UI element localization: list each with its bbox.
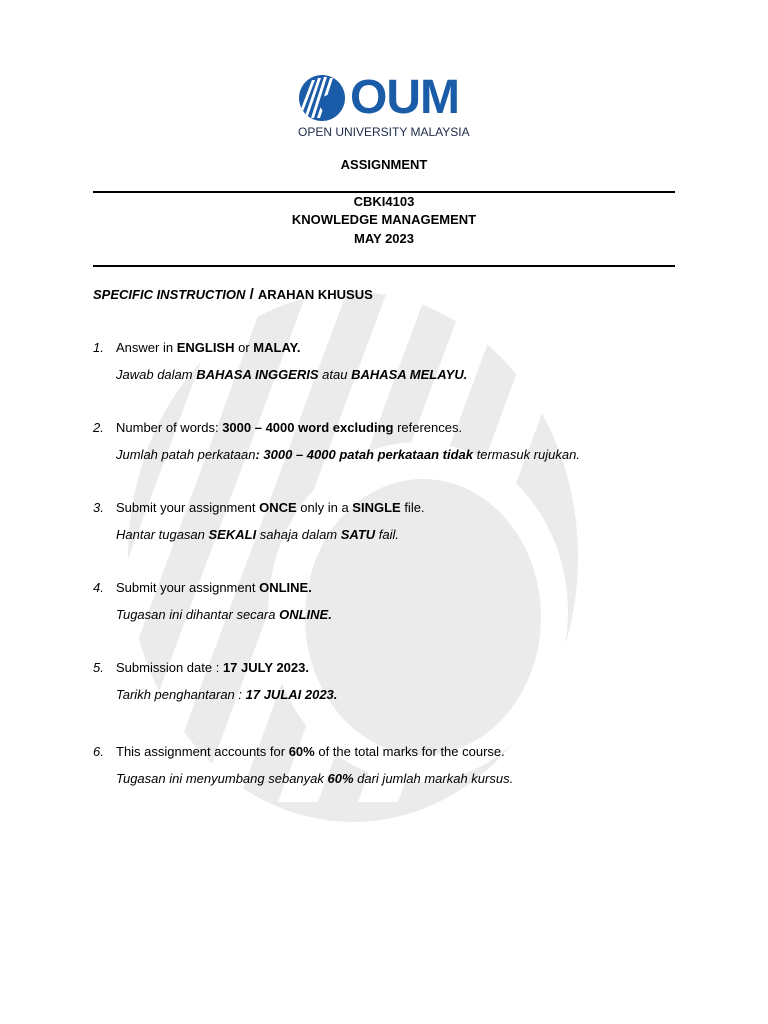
item-text-en: Number of words: 3000 – 4000 word excluding references. [116, 420, 463, 435]
document-title: ASSIGNMENT [340, 157, 428, 172]
university-name: OPEN UNIVERSITY MALAYSIA [298, 125, 470, 139]
top-divider [93, 191, 675, 193]
bottom-divider [93, 265, 675, 267]
item-text-ms: Tugasan ini dihantar secara ONLINE. [116, 607, 332, 622]
semester: MAY 2023 [354, 231, 414, 246]
item-text-en: Submission date : 17 JULY 2023. [116, 660, 309, 675]
item-text-en: Submit your assignment ONLINE. [116, 580, 312, 595]
item-number: 6. [93, 744, 104, 759]
oum-globe-icon [298, 74, 346, 122]
course-code: CBKI4103 [353, 194, 415, 209]
item-text-en: Submit your assignment ONCE only in a SINGLE file. [116, 500, 425, 515]
item-number: 1. [93, 340, 104, 355]
instructions-heading [93, 286, 373, 303]
item-text-ms: Jawab dalam BAHASA INGGERIS atau BAHASA MELAYU. [116, 367, 468, 382]
item-text-ms: Hantar tugasan SEKALI sahaja dalam SATU fail. [116, 527, 400, 542]
item-text-en: Answer in ENGLISH or MALAY. [116, 340, 301, 355]
oum-logo [298, 71, 478, 144]
oum-wordmark: OUM [350, 71, 459, 124]
item-number: 5. [93, 660, 104, 675]
item-number: 2. [93, 420, 104, 435]
item-text-ms: Tarikh penghantaran : 17 JULAI 2023. [116, 687, 338, 702]
instructions-heading-ms: ARAHAN KHUSUS [257, 287, 373, 302]
item-number: 4. [93, 580, 104, 595]
item-text-en: This assignment accounts for 60% of the total marks for the course. [116, 744, 505, 759]
instructions-heading-en: SPECIFIC INSTRUCTION [93, 287, 246, 302]
item-text-ms: Jumlah patah perkataan: 3000 – 4000 patah perkataan tidak termasuk rujukan. [116, 447, 580, 462]
item-text-ms: Tugasan ini menyumbang sebanyak 60% dari jumlah markah kursus. [116, 771, 514, 786]
heading-separator: / [245, 286, 258, 303]
course-name: KNOWLEDGE MANAGEMENT [291, 212, 477, 227]
item-number: 3. [93, 500, 104, 515]
